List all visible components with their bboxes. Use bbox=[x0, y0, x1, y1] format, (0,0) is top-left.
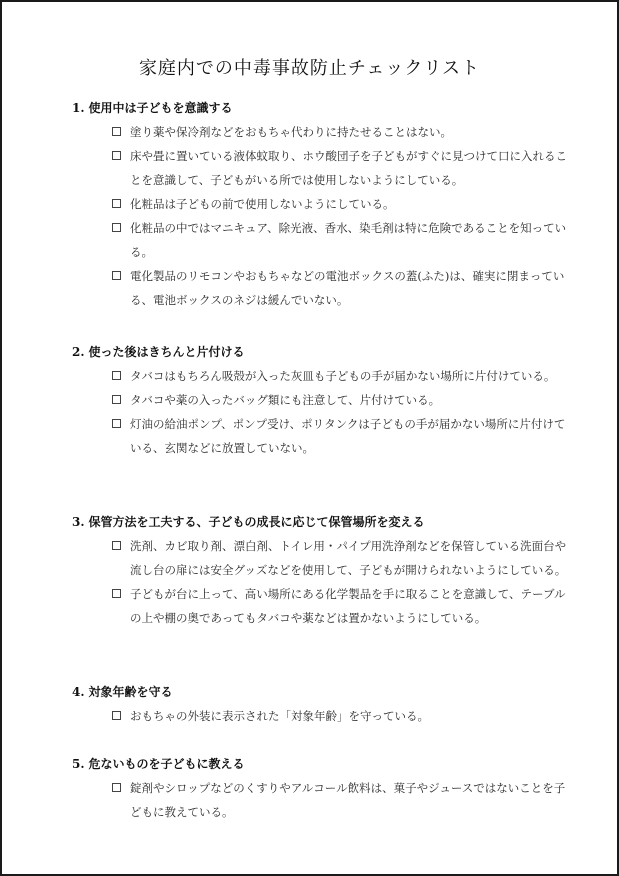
checkbox[interactable] bbox=[112, 395, 121, 404]
checklist-item: タバコや薬の入ったバッグ類にも注意して、片付けている。 bbox=[112, 388, 568, 412]
checklist-item: 子どもが台に上って、高い場所にある化学製品を手に取ることを意識して、テーブルの上や棚の奥であってもタバコや薬などは置かないようにしている。 bbox=[112, 582, 568, 630]
checkbox[interactable] bbox=[112, 199, 121, 208]
checkbox[interactable] bbox=[112, 151, 121, 160]
checkbox[interactable] bbox=[112, 271, 121, 280]
section-title: 使用中は子どもを意識する bbox=[88, 101, 233, 115]
checklist-item: 化粧品は子どもの前で使用しないようにしている。 bbox=[112, 192, 568, 216]
checklist-item: 塗り薬や保冷剤などをおもちゃ代わりに持たせることはない。 bbox=[112, 120, 568, 144]
section-title: 使った後はきちんと片付ける bbox=[88, 345, 245, 359]
checkbox[interactable] bbox=[112, 419, 121, 428]
section-3 bbox=[72, 514, 572, 630]
section-heading bbox=[72, 344, 572, 360]
checkbox[interactable] bbox=[112, 783, 121, 792]
checklist-item: 電化製品のリモコンやおもちゃなどの電池ボックスの蓋(ふた)は、確実に閉まっている、電池ボックスのネジは緩んでいない。 bbox=[112, 264, 568, 312]
checklist-item: タバコはもちろん吸殻が入った灰皿も子どもの手が届かない場所に片付けている。 bbox=[112, 364, 568, 388]
section-title: 対象年齢を守る bbox=[88, 685, 173, 699]
checklist-item: 床や畳に置いている液体蚊取り、ホウ酸団子を子どもがすぐに見つけて口に入れることを意識して、子どもがいる所では使用しないようにしている。 bbox=[112, 144, 568, 192]
section-number: 4. bbox=[72, 685, 85, 699]
section-4 bbox=[72, 684, 572, 728]
section-number: 1. bbox=[72, 101, 85, 115]
section-heading bbox=[72, 756, 572, 772]
section-heading bbox=[72, 684, 572, 700]
section-2 bbox=[72, 344, 572, 460]
section-heading bbox=[72, 100, 572, 116]
checkbox[interactable] bbox=[112, 223, 121, 232]
checklist-item: 錠剤やシロップなどのくすりやアルコール飲料は、菓子やジュースではないことを子どもに教えている。 bbox=[112, 776, 568, 824]
checklist-item: 灯油の給油ポンプ、ポンプ受け、ポリタンクは子どもの手が届かない場所に片付けている、玄関などに放置していない。 bbox=[112, 412, 568, 460]
checkbox[interactable] bbox=[112, 127, 121, 136]
section-number: 3. bbox=[72, 515, 85, 529]
checklist-item: おもちゃの外装に表示された「対象年齢」を守っている。 bbox=[112, 704, 568, 728]
section-title: 保管方法を工夫する、子どもの成長に応じて保管場所を変える bbox=[88, 515, 425, 529]
checkbox[interactable] bbox=[112, 541, 121, 550]
checkbox[interactable] bbox=[112, 589, 121, 598]
section-heading bbox=[72, 514, 572, 530]
checkbox[interactable] bbox=[112, 711, 121, 720]
section-1 bbox=[72, 100, 572, 312]
section-title: 危ないものを子どもに教える bbox=[88, 757, 245, 771]
section-number: 2. bbox=[72, 345, 85, 359]
section-5 bbox=[72, 756, 572, 824]
section-number: 5. bbox=[72, 757, 85, 771]
checklist-item: 洗剤、カビ取り剤、漂白剤、トイレ用・パイプ用洗浄剤などを保管している洗面台や流し台の扉には安全グッズなどを使用して、子どもが開けられないようにしている。 bbox=[112, 534, 568, 582]
page-title: 家庭内での中毒事故防止チェックリスト bbox=[138, 58, 481, 79]
checklist-item: 化粧品の中ではマニキュア、除光液、香水、染毛剤は特に危険であることを知っている。 bbox=[112, 216, 568, 264]
checkbox[interactable] bbox=[112, 371, 121, 380]
